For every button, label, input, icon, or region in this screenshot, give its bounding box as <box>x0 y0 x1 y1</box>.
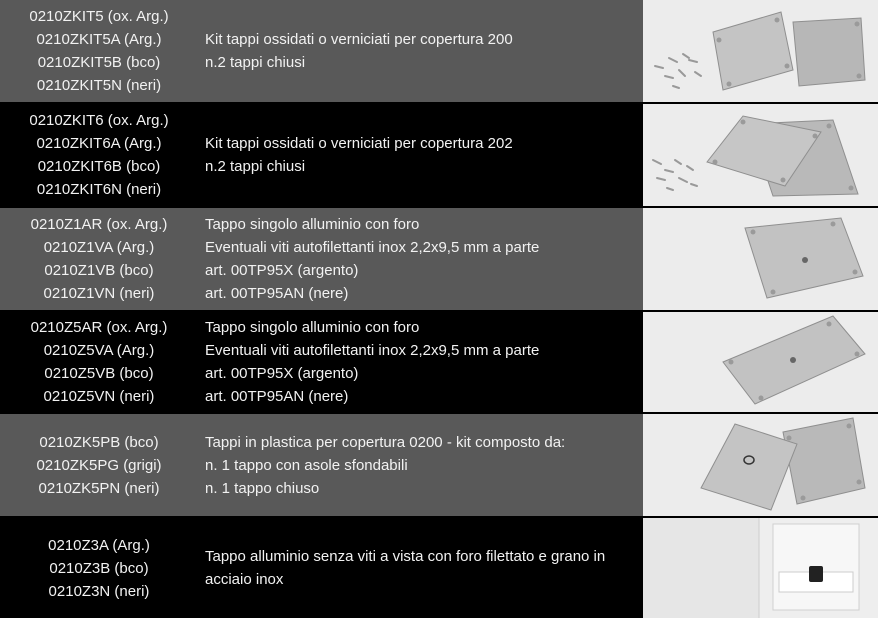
product-code: 0210Z3B (bco) <box>49 559 149 577</box>
product-code: 0210ZK5PB (bco) <box>39 433 159 451</box>
product-description <box>198 208 643 310</box>
product-codes <box>0 208 198 310</box>
description-line: n.2 tappi chiusi <box>205 54 306 71</box>
product-code: 0210Z5VA (Arg.) <box>43 342 155 359</box>
table-row <box>0 312 878 412</box>
product-code: 0210Z5VN (neri) <box>43 388 155 405</box>
product-code: 0210ZKIT5N (neri) <box>36 77 162 94</box>
product-codes <box>0 414 198 516</box>
description-line: n. 1 tappo con asole sfondabili <box>205 456 408 474</box>
product-image <box>643 208 878 310</box>
product-code: 0210ZKIT6 (ox. Arg.) <box>29 112 169 129</box>
product-description <box>198 518 643 618</box>
product-codes <box>0 312 198 412</box>
product-code: 0210ZKIT5 (ox. Arg.) <box>29 8 169 25</box>
description-line: art. 00TP95X (argento) <box>205 262 359 279</box>
product-description <box>198 0 643 102</box>
description-line: art. 00TP95X (argento) <box>205 365 359 382</box>
product-code: 0210Z1VN (neri) <box>43 285 155 302</box>
product-code: 0210Z3A (Arg.) <box>48 536 150 554</box>
product-description <box>198 312 643 412</box>
product-description <box>198 414 643 516</box>
product-code: 0210Z5AR (ox. Arg.) <box>30 319 168 336</box>
product-code: 0210ZKIT6B (bco) <box>37 158 161 175</box>
product-codes <box>0 0 198 102</box>
table-row <box>0 0 878 102</box>
product-code: 0210Z1VA (Arg.) <box>43 239 155 256</box>
description-line: Tappo singolo alluminio con foro <box>205 216 420 233</box>
description-line: Tappi in plastica per copertura 0200 - kit composto da: <box>205 433 566 451</box>
product-image <box>643 518 878 618</box>
description-line: Kit tappi ossidati o verniciati per copertura 200 <box>205 31 513 48</box>
product-code: 0210Z1VB (bco) <box>44 262 154 279</box>
description-line: Tappo singolo alluminio con foro <box>205 319 420 336</box>
table-row <box>0 104 878 206</box>
product-codes <box>0 104 198 206</box>
table-row <box>0 518 878 618</box>
description-line: n. 1 tappo chiuso <box>205 479 320 497</box>
product-code: 0210Z3N (neri) <box>48 582 150 600</box>
product-image <box>643 414 878 516</box>
product-code: 0210Z5VB (bco) <box>44 365 154 382</box>
product-code: 0210ZK5PN (neri) <box>38 479 160 497</box>
description-line: Kit tappi ossidati o verniciati per copertura 202 <box>205 135 513 152</box>
product-image <box>643 0 878 102</box>
description-line: art. 00TP95AN (nere) <box>205 388 349 405</box>
product-code: 0210ZKIT5A (Arg.) <box>36 31 162 48</box>
product-image <box>643 312 878 412</box>
product-code: 0210Z1AR (ox. Arg.) <box>30 216 168 233</box>
description-line: Tappo alluminio senza viti a vista con foro filettato e grano in acciaio inox <box>205 548 606 588</box>
table-row <box>0 414 878 516</box>
product-image <box>643 104 878 206</box>
description-line: Eventuali viti autofilettanti inox 2,2x9,5 mm a parte <box>205 239 540 256</box>
product-codes <box>0 518 198 618</box>
table-row <box>0 208 878 310</box>
product-code: 0210ZKIT6N (neri) <box>36 181 162 198</box>
description-line: art. 00TP95AN (nere) <box>205 285 349 302</box>
description-line: Eventuali viti autofilettanti inox 2,2x9,5 mm a parte <box>205 342 540 359</box>
product-code: 0210ZK5PG (grigi) <box>36 456 162 474</box>
product-description <box>198 104 643 206</box>
description-line: n.2 tappi chiusi <box>205 158 306 175</box>
product-code: 0210ZKIT6A (Arg.) <box>36 135 162 152</box>
product-code: 0210ZKIT5B (bco) <box>37 54 161 71</box>
